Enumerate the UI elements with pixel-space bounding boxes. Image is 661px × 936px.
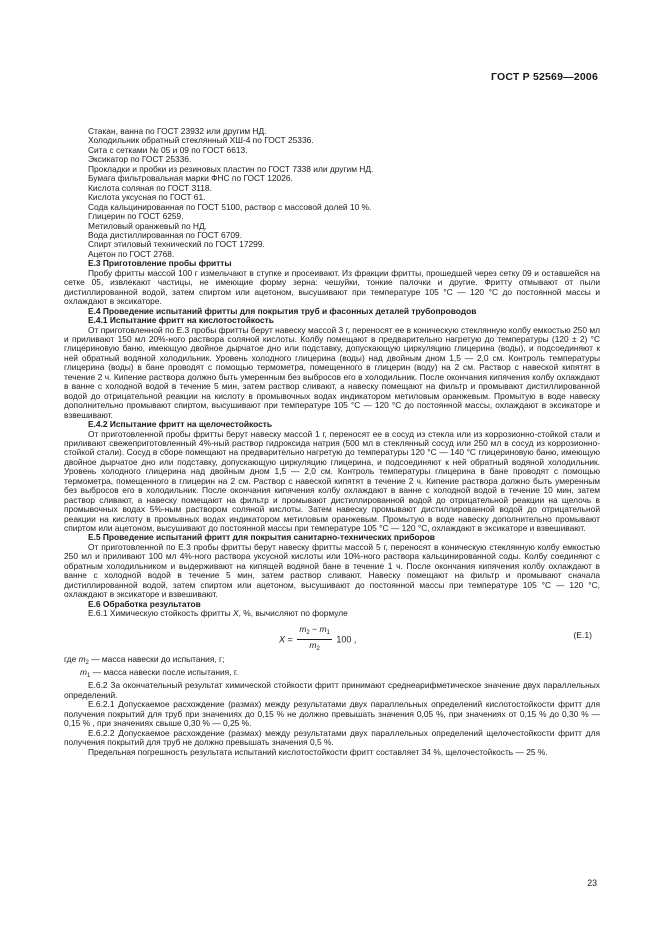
- where1-text: — масса навески до испытания, г;: [88, 653, 225, 664]
- e61-var: X: [232, 608, 239, 619]
- standard-id: ГОСТ Р 52569—2006: [490, 71, 598, 83]
- section-heading-e6: Е.6 Обработка результатов: [88, 598, 201, 609]
- num-sub-a: 2: [306, 629, 310, 636]
- list-item: Сода кальцинированная по ГОСТ 5100, раствор с массовой долей 10 %.: [88, 201, 372, 212]
- where1-sub: 2: [85, 659, 89, 666]
- den-sub: 2: [316, 646, 320, 653]
- where-line-1: [64, 655, 600, 668]
- section-text-e61: [64, 609, 600, 618]
- section-heading-e42: Е.4.2 Испытание фритт на щелочестойкость: [88, 419, 273, 430]
- list-item: Ацетон по ГОСТ 2768.: [88, 248, 175, 259]
- where2-var: m: [80, 667, 87, 678]
- where2-text: — масса навески после испытания, г.: [90, 667, 239, 678]
- where2-sub: 1: [86, 673, 91, 680]
- formula-factor: 100 ,: [336, 633, 357, 644]
- section-text-limit: Предельная погрешность результата испытаний кислотостойкости фритт составляет 34 %, щелочестойкость — 25 %.: [88, 746, 548, 757]
- num-var-a: m: [299, 623, 307, 634]
- formula-expression: [279, 625, 356, 655]
- list-item: Холодильник обратный стеклянный ХШ-4 по ГОСТ 25336.: [88, 135, 314, 146]
- formula-e1: [64, 622, 600, 652]
- formula-lhs: X: [279, 633, 286, 644]
- section-text-e5: От приготовленной по Е.3 пробы фритты берут навеску фритты массой 5 г, переносят в коническую стеклянную колбу емкостью 250 мл и приливают 100 мл 4%-ного раствора уксусной кислоты или 10%-ного раствора кальцинированной соды. Колбу соединяют с обратным холодильником и выдерживают на кипящей водяной бане в течение 1 ч. После окончания кипячения колбу охлаждают в ванне с холодной водой в течение 5 мин, затем раствор сливают. Навеску помещают на фильтр и промывают сначала дистиллированной водой, затем спиртом или ацетоном, высушивают до постоянной массы при температуре 105 °С — 120 °С, охлаждают в эксикаторе и взвешивают.: [64, 541, 600, 600]
- num-sub-b: 1: [326, 629, 330, 636]
- formula-numerator: [297, 625, 332, 640]
- list-item: Вода дистиллированная по ГОСТ 6709.: [88, 229, 243, 240]
- section-text-e41: От приготовленной по Е.3 пробы фритты берут навеску массой 3 г, переносят ее в коническую стеклянную колбу емкостью 250 мл и приливают 150 мл 20%-ного раствора соляной кислоты. Колбу помещают в предварительно нагретую до температуры (120 ± 2) °С глицериновую баню, имеющую двойное дырчатое дно или подставку, допускающую циркуляцию глицерина (воды), и подсоединяют к ней обратный водяной холодильник. Уровень холодного глицерина (воды) над двойным дном 1,5 — 2,0 см. Контроль температуры глицерина (воды) в бане проводят с помощью термометра, помещенного в глицерин (воду) на 2 см. Раствор с навеской кипятят в течение 2 ч. Кипение раствора должно быть умеренным без выбросов его в холодильник. После окончания кипячения колбу охлаждают в ванне с холодной водой в течение 5 мин, затем раствор сливают, а навеску помещают на фильтр и промывают дистиллированной водой до отрицательной реакции на кислоту в промывочных водах индикатором метиловым оранжевым. Промытую в воде навеску дополнительно промывают спиртом, высушивают при температуре 105 °С — 120 °С до постоянной массы, охлаждают в эксикаторе и взвешивают.: [64, 324, 600, 420]
- formula-denominator: [297, 640, 332, 654]
- list-item: Глицерин по ГОСТ 6259.: [88, 211, 184, 222]
- where-word: где: [64, 653, 79, 664]
- section-text-e42: От приготовленной пробы фритты берут навеску массой 1 г, переносят ее в сосуд из стекла или из коррозионно-стойкой стали и приливают свежеприготовленный 4%-ный раствор гидроксида натрия (500 мл в стеклянный сосуд или 250 мл в сосуд из коррозионно-стойкой стали). Сосуд в сборе помещают на предварительно нагретую до температуры 120 °С — 140 °С глицериновую баню, имеющую двойное дырчатое дно или подставку, допускающую циркуляцию глицерина, и подсоединяют к ней обратный водяной холодильник. Уровень холодного глицерина над двойным дном 1,5 — 2,0 см. Контроль температуры глицерина в бане проводят с помощью термометра, помещенного в глицерин на 2 см. Раствор с навеской кипятят в течение 2 ч. Кипение раствора должно быть умеренным без выбросов его в холодильник. После окончания кипячения колбу охлаждают в ванне с холодной водой в течение 10 мин, затем раствор сливают, а навеску помещают на фильтр и промывают дистиллированной водой до отрицательной реакции на щелочь в промывочных водах 5%-ным раствором соляной кислоты. Затем навеску промывают дистиллированной водой до отрицательной реакции на кислоту в промывных водах индикатором метиловым оранжевым. Промытую в воде навеску дополнительно промывают спиртом или ацетоном, высушивают до постоянной массы при температуре 105 °С — 120 °С, охлаждают в эксикаторе и взвешивают.: [64, 428, 600, 534]
- list-item: Кислота соляная по ГОСТ 3118.: [88, 182, 212, 193]
- section-text-e3: Пробу фритты массой 100 г измельчают в ступке и просеивают. Из фракции фритты, прошедшей через сетку 09 и оставшейся на сетке 05, извлекают частицы, не имеющие форму зерна: чешуйки, тонкие палочки и другие. Фритту отмывают от пыли дистиллированной водой, затем спиртом или ацетоном, высушивают при температуре 105 °С — 120 °С до постоянной массы и охлаждают в эксикаторе.: [64, 267, 600, 307]
- formula-fraction: [297, 625, 332, 655]
- list-item: Прокладки и пробки из резиновых пластин по ГОСТ 7338 или другим НД.: [88, 163, 374, 174]
- num-var-b: m: [319, 623, 327, 634]
- page-body: [64, 127, 600, 757]
- den-var: m: [309, 640, 317, 651]
- e61-pre: Е.6.1 Химическую стойкость фритты: [88, 608, 233, 619]
- list-item: Кислота уксусная по ГОСТ 61.: [88, 192, 206, 203]
- section-heading-e41: Е.4.1 Испытание фритт на кислотостойкость: [88, 315, 274, 326]
- formula-eq: =: [287, 633, 293, 644]
- where1-var: m: [78, 653, 86, 664]
- list-item: Сита с сетками № 05 и 09 по ГОСТ 6613.: [88, 144, 248, 155]
- list-item: Эксикатор по ГОСТ 25336.: [88, 154, 192, 165]
- section-heading-e5: Е.5 Проведение испытаний фритт для покрытия санитарно-технических приборов: [88, 532, 435, 543]
- section-text-e622: Е.6.2.2 Допускаемое расхождение (размах) между результатами двух параллельных определений щелочестойкости фритт для получения покрытий для труб не должно превышать значения 0,5 %.: [64, 727, 600, 748]
- section-heading-e4: Е.4 Проведение испытаний фритты для покрытия труб и фасонных деталей трубопроводов: [88, 305, 477, 316]
- equipment-list: [64, 127, 600, 259]
- section-text-e621: Е.6.2.1 Допускаемое расхождение (размах) между результатами двух параллельных определений кислотостойкости фритт для получения покрытий для труб при значениях до 0,15 % не должно превышать значения 0,05 %, при значениях от 0,15 % до 0,30 % — 0,15 % , при значениях свыше 0,30 % — 0,25 %.: [64, 699, 600, 729]
- list-item: Спирт этиловый технический по ГОСТ 17299.: [88, 239, 265, 250]
- num-minus: −: [309, 623, 320, 634]
- section-text-e62: Е.6.2 За окончательный результат химической стойкости фритт принимают среднеарифметическое значение двух параллельных определений.: [64, 680, 600, 700]
- where-line-2: [64, 668, 600, 681]
- formula-number: (Е.1): [573, 629, 592, 640]
- list-item: Бумага фильтровальная марки ФНС по ГОСТ 12026.: [88, 173, 293, 184]
- e61-post: , %, вычисляют по формуле: [238, 608, 348, 619]
- list-item: Метиловый оранжевый по НД.: [88, 220, 207, 231]
- section-heading-e3: Е.3 Приготовление пробы фритты: [88, 258, 232, 269]
- list-item: Стакан, ванна по ГОСТ 23932 или другим НД.: [88, 126, 267, 136]
- page-number: 23: [587, 878, 597, 888]
